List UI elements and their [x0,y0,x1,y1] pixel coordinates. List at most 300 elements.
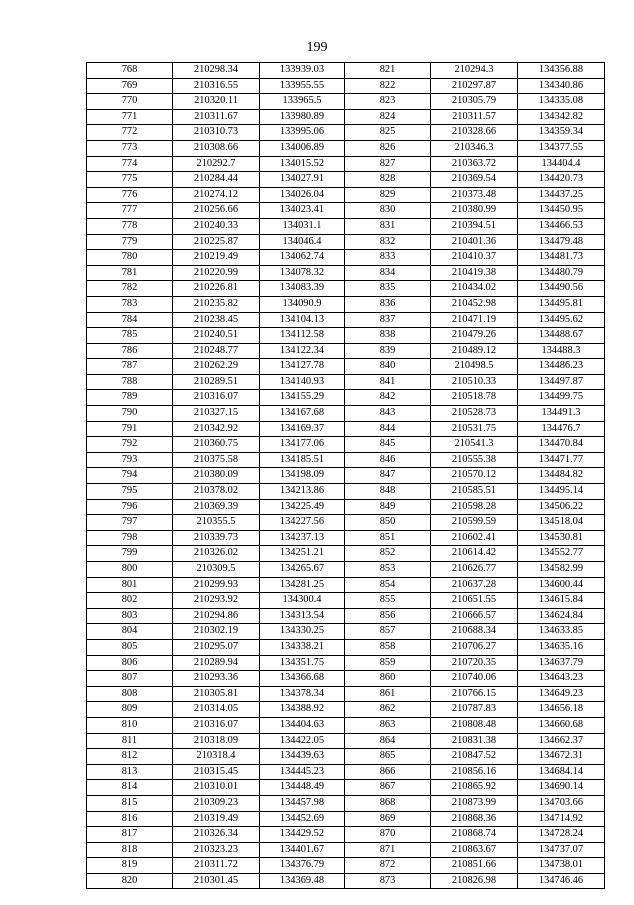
point-number-cell: 796 [87,499,173,515]
y-coordinate-cell: 134401.67 [260,842,345,858]
x-coordinate-cell: 210274.12 [173,187,260,203]
y-coordinate-cell: 134499.75 [518,390,605,406]
x-coordinate-cell: 210489.12 [431,343,518,359]
point-number-cell: 844 [345,421,431,437]
table-row [87,671,605,687]
table-row [87,218,605,234]
point-number-cell: 833 [345,250,431,266]
point-number-cell: 832 [345,234,431,250]
table-row [87,873,605,889]
y-coordinate-cell: 134506.22 [518,499,605,515]
coordinates-table [86,62,605,889]
x-coordinate-cell: 210394.51 [431,218,518,234]
y-coordinate-cell: 133995.06 [260,125,345,141]
y-coordinate-cell: 134342.82 [518,109,605,125]
point-number-cell: 818 [87,842,173,858]
x-coordinate-cell: 210626.77 [431,562,518,578]
x-coordinate-cell: 210238.45 [173,312,260,328]
point-number-cell: 852 [345,546,431,562]
point-number-cell: 777 [87,203,173,219]
y-coordinate-cell: 134404.4 [518,156,605,172]
x-coordinate-cell: 210380.09 [173,468,260,484]
y-coordinate-cell: 134530.81 [518,530,605,546]
x-coordinate-cell: 210309.5 [173,562,260,578]
point-number-cell: 806 [87,655,173,671]
x-coordinate-cell: 210518.78 [431,390,518,406]
y-coordinate-cell: 133965.5 [260,94,345,110]
y-coordinate-cell: 134366.68 [260,671,345,687]
x-coordinate-cell: 210479.26 [431,328,518,344]
point-number-cell: 850 [345,515,431,531]
point-number-cell: 788 [87,374,173,390]
x-coordinate-cell: 210240.51 [173,328,260,344]
y-coordinate-cell: 134486.23 [518,359,605,375]
point-number-cell: 811 [87,733,173,749]
x-coordinate-cell: 210220.99 [173,265,260,281]
point-number-cell: 865 [345,749,431,765]
y-coordinate-cell: 134177.06 [260,437,345,453]
point-number-cell: 857 [345,624,431,640]
table-row [87,125,605,141]
table-row [87,593,605,609]
point-number-cell: 790 [87,406,173,422]
point-number-cell: 870 [345,827,431,843]
y-coordinate-cell: 134582.99 [518,562,605,578]
table-row [87,312,605,328]
y-coordinate-cell: 134378.34 [260,686,345,702]
table-row [87,172,605,188]
point-number-cell: 816 [87,811,173,827]
x-coordinate-cell: 210225.87 [173,234,260,250]
point-number-cell: 807 [87,671,173,687]
x-coordinate-cell: 210316.55 [173,78,260,94]
y-coordinate-cell: 134046.4 [260,234,345,250]
point-number-cell: 797 [87,515,173,531]
y-coordinate-cell: 134448.49 [260,780,345,796]
table-row [87,562,605,578]
y-coordinate-cell: 134728.24 [518,827,605,843]
point-number-cell: 872 [345,858,431,874]
point-number-cell: 783 [87,296,173,312]
point-number-cell: 786 [87,343,173,359]
x-coordinate-cell: 210602.41 [431,530,518,546]
point-number-cell: 822 [345,78,431,94]
point-number-cell: 853 [345,562,431,578]
y-coordinate-cell: 134335.08 [518,94,605,110]
x-coordinate-cell: 210826.98 [431,873,518,889]
point-number-cell: 843 [345,406,431,422]
y-coordinate-cell: 134552.77 [518,546,605,562]
y-coordinate-cell: 134672.31 [518,749,605,765]
x-coordinate-cell: 210531.75 [431,421,518,437]
point-number-cell: 821 [345,63,431,79]
table-row [87,733,605,749]
y-coordinate-cell: 134340.86 [518,78,605,94]
y-coordinate-cell: 134006.89 [260,140,345,156]
y-coordinate-cell: 134445.23 [260,764,345,780]
x-coordinate-cell: 210301.45 [173,873,260,889]
y-coordinate-cell: 134027.91 [260,172,345,188]
x-coordinate-cell: 210299.93 [173,577,260,593]
point-number-cell: 851 [345,530,431,546]
table-row [87,546,605,562]
x-coordinate-cell: 210787.83 [431,702,518,718]
x-coordinate-cell: 210369.54 [431,172,518,188]
y-coordinate-cell: 134376.79 [260,858,345,874]
x-coordinate-cell: 210219.49 [173,250,260,266]
y-coordinate-cell: 134140.93 [260,374,345,390]
table-row [87,530,605,546]
point-number-cell: 817 [87,827,173,843]
x-coordinate-cell: 210314.05 [173,702,260,718]
y-coordinate-cell: 134452.69 [260,811,345,827]
y-coordinate-cell: 134078.32 [260,265,345,281]
point-number-cell: 845 [345,437,431,453]
point-number-cell: 769 [87,78,173,94]
y-coordinate-cell: 134083.39 [260,281,345,297]
table-row [87,250,605,266]
x-coordinate-cell: 210555.38 [431,452,518,468]
x-coordinate-cell: 210256.66 [173,203,260,219]
x-coordinate-cell: 210311.67 [173,109,260,125]
point-number-cell: 849 [345,499,431,515]
point-number-cell: 773 [87,140,173,156]
table-row [87,203,605,219]
point-number-cell: 861 [345,686,431,702]
x-coordinate-cell: 210740.06 [431,671,518,687]
x-coordinate-cell: 210298.34 [173,63,260,79]
point-number-cell: 859 [345,655,431,671]
x-coordinate-cell: 210294.3 [431,63,518,79]
point-number-cell: 830 [345,203,431,219]
y-coordinate-cell: 134338.21 [260,639,345,655]
y-coordinate-cell: 134127.78 [260,359,345,375]
table-row [87,343,605,359]
table-row [87,452,605,468]
y-coordinate-cell: 133939.03 [260,63,345,79]
point-number-cell: 841 [345,374,431,390]
y-coordinate-cell: 134185.51 [260,452,345,468]
y-coordinate-cell: 134714.92 [518,811,605,827]
point-number-cell: 770 [87,94,173,110]
y-coordinate-cell: 134633.85 [518,624,605,640]
x-coordinate-cell: 210328.66 [431,125,518,141]
point-number-cell: 810 [87,717,173,733]
x-coordinate-cell: 210868.74 [431,827,518,843]
x-coordinate-cell: 210720.35 [431,655,518,671]
x-coordinate-cell: 210510.33 [431,374,518,390]
x-coordinate-cell: 210766.15 [431,686,518,702]
x-coordinate-cell: 210706.27 [431,639,518,655]
y-coordinate-cell: 134265.67 [260,562,345,578]
table-row [87,234,605,250]
x-coordinate-cell: 210401.36 [431,234,518,250]
x-coordinate-cell: 210373.48 [431,187,518,203]
table-row [87,780,605,796]
x-coordinate-cell: 210570.12 [431,468,518,484]
table-row [87,795,605,811]
x-coordinate-cell: 210688.34 [431,624,518,640]
table-row [87,655,605,671]
x-coordinate-cell: 210614.42 [431,546,518,562]
y-coordinate-cell: 134737.07 [518,842,605,858]
y-coordinate-cell: 134518.04 [518,515,605,531]
x-coordinate-cell: 210831.38 [431,733,518,749]
point-number-cell: 873 [345,873,431,889]
x-coordinate-cell: 210289.94 [173,655,260,671]
y-coordinate-cell: 134497.87 [518,374,605,390]
point-number-cell: 813 [87,764,173,780]
table-row [87,499,605,515]
y-coordinate-cell: 134251.21 [260,546,345,562]
point-number-cell: 794 [87,468,173,484]
y-coordinate-cell: 134198.09 [260,468,345,484]
x-coordinate-cell: 210637.28 [431,577,518,593]
x-coordinate-cell: 210226.81 [173,281,260,297]
table-row [87,406,605,422]
y-coordinate-cell: 134491.3 [518,406,605,422]
coordinates-table-body [87,63,605,889]
x-coordinate-cell: 210847.52 [431,749,518,765]
x-coordinate-cell: 210360.75 [173,437,260,453]
x-coordinate-cell: 210323.23 [173,842,260,858]
point-number-cell: 784 [87,312,173,328]
y-coordinate-cell: 134471.77 [518,452,605,468]
y-coordinate-cell: 134104.13 [260,312,345,328]
point-number-cell: 847 [345,468,431,484]
y-coordinate-cell: 134422.05 [260,733,345,749]
table-row [87,94,605,110]
y-coordinate-cell: 134031.1 [260,218,345,234]
x-coordinate-cell: 210585.51 [431,484,518,500]
y-coordinate-cell: 134660.68 [518,717,605,733]
y-coordinate-cell: 134479.48 [518,234,605,250]
y-coordinate-cell: 134015.52 [260,156,345,172]
y-coordinate-cell: 134439.63 [260,749,345,765]
table-row [87,484,605,500]
table-row [87,281,605,297]
x-coordinate-cell: 210305.81 [173,686,260,702]
x-coordinate-cell: 210315.45 [173,764,260,780]
x-coordinate-cell: 210528.73 [431,406,518,422]
x-coordinate-cell: 210434.02 [431,281,518,297]
page-number: 199 [306,40,328,55]
table-row [87,468,605,484]
y-coordinate-cell: 134615.84 [518,593,605,609]
y-coordinate-cell: 134649.23 [518,686,605,702]
x-coordinate-cell: 210808.48 [431,717,518,733]
x-coordinate-cell: 210293.36 [173,671,260,687]
point-number-cell: 812 [87,749,173,765]
y-coordinate-cell: 133980.89 [260,109,345,125]
y-coordinate-cell: 134155.29 [260,390,345,406]
table-row [87,577,605,593]
x-coordinate-cell: 210293.92 [173,593,260,609]
point-number-cell: 768 [87,63,173,79]
y-coordinate-cell: 133955.55 [260,78,345,94]
point-number-cell: 831 [345,218,431,234]
y-coordinate-cell: 134213.86 [260,484,345,500]
y-coordinate-cell: 134690.14 [518,780,605,796]
x-coordinate-cell: 210541.3 [431,437,518,453]
point-number-cell: 772 [87,125,173,141]
table-row [87,140,605,156]
table-row [87,515,605,531]
x-coordinate-cell: 210378.02 [173,484,260,500]
point-number-cell: 802 [87,593,173,609]
y-coordinate-cell: 134429.52 [260,827,345,843]
y-coordinate-cell: 134227.56 [260,515,345,531]
point-number-cell: 781 [87,265,173,281]
x-coordinate-cell: 210346.3 [431,140,518,156]
x-coordinate-cell: 210262.29 [173,359,260,375]
point-number-cell: 864 [345,733,431,749]
point-number-cell: 838 [345,328,431,344]
point-number-cell: 809 [87,702,173,718]
point-number-cell: 862 [345,702,431,718]
x-coordinate-cell: 210240.33 [173,218,260,234]
point-number-cell: 800 [87,562,173,578]
x-coordinate-cell: 210311.57 [431,109,518,125]
y-coordinate-cell: 134313.54 [260,608,345,624]
point-number-cell: 826 [345,140,431,156]
x-coordinate-cell: 210292.7 [173,156,260,172]
x-coordinate-cell: 210326.02 [173,546,260,562]
x-coordinate-cell: 210471.19 [431,312,518,328]
x-coordinate-cell: 210851.66 [431,858,518,874]
x-coordinate-cell: 210235.82 [173,296,260,312]
x-coordinate-cell: 210598.28 [431,499,518,515]
y-coordinate-cell: 134090.9 [260,296,345,312]
y-coordinate-cell: 134356.88 [518,63,605,79]
point-number-cell: 835 [345,281,431,297]
point-number-cell: 803 [87,608,173,624]
y-coordinate-cell: 134112.58 [260,328,345,344]
y-coordinate-cell: 134637.79 [518,655,605,671]
x-coordinate-cell: 210863.67 [431,842,518,858]
point-number-cell: 827 [345,156,431,172]
y-coordinate-cell: 134481.73 [518,250,605,266]
table-row [87,608,605,624]
x-coordinate-cell: 210316.07 [173,717,260,733]
x-coordinate-cell: 210305.79 [431,94,518,110]
y-coordinate-cell: 134237.13 [260,530,345,546]
y-coordinate-cell: 134281.25 [260,577,345,593]
x-coordinate-cell: 210651.55 [431,593,518,609]
y-coordinate-cell: 134457.98 [260,795,345,811]
table-row [87,858,605,874]
y-coordinate-cell: 134026.04 [260,187,345,203]
x-coordinate-cell: 210339.73 [173,530,260,546]
y-coordinate-cell: 134420.73 [518,172,605,188]
x-coordinate-cell: 210865.92 [431,780,518,796]
x-coordinate-cell: 210856.16 [431,764,518,780]
point-number-cell: 856 [345,608,431,624]
point-number-cell: 787 [87,359,173,375]
point-number-cell: 805 [87,639,173,655]
x-coordinate-cell: 210310.01 [173,780,260,796]
x-coordinate-cell: 210319.49 [173,811,260,827]
x-coordinate-cell: 210363.72 [431,156,518,172]
table-row [87,390,605,406]
table-row [87,187,605,203]
point-number-cell: 814 [87,780,173,796]
point-number-cell: 854 [345,577,431,593]
point-number-cell: 774 [87,156,173,172]
point-number-cell: 834 [345,265,431,281]
x-coordinate-cell: 210295.07 [173,639,260,655]
point-number-cell: 866 [345,764,431,780]
point-number-cell: 823 [345,94,431,110]
y-coordinate-cell: 134122.34 [260,343,345,359]
x-coordinate-cell: 210248.77 [173,343,260,359]
y-coordinate-cell: 134062.74 [260,250,345,266]
point-number-cell: 771 [87,109,173,125]
point-number-cell: 775 [87,172,173,188]
y-coordinate-cell: 134225.49 [260,499,345,515]
y-coordinate-cell: 134643.23 [518,671,605,687]
point-number-cell: 863 [345,717,431,733]
x-coordinate-cell: 210326.34 [173,827,260,843]
point-number-cell: 868 [345,795,431,811]
x-coordinate-cell: 210284.44 [173,172,260,188]
point-number-cell: 860 [345,671,431,687]
table-row [87,63,605,79]
point-number-cell: 846 [345,452,431,468]
point-number-cell: 824 [345,109,431,125]
y-coordinate-cell: 134023.41 [260,203,345,219]
point-number-cell: 799 [87,546,173,562]
table-row [87,296,605,312]
y-coordinate-cell: 134484.82 [518,468,605,484]
y-coordinate-cell: 134167.68 [260,406,345,422]
point-number-cell: 819 [87,858,173,874]
x-coordinate-cell: 210294.86 [173,608,260,624]
table-row [87,624,605,640]
x-coordinate-cell: 210498.5 [431,359,518,375]
point-number-cell: 789 [87,390,173,406]
x-coordinate-cell: 210369.39 [173,499,260,515]
table-row [87,827,605,843]
x-coordinate-cell: 210318.09 [173,733,260,749]
point-number-cell: 828 [345,172,431,188]
x-coordinate-cell: 210452.98 [431,296,518,312]
y-coordinate-cell: 134480.79 [518,265,605,281]
table-row [87,717,605,733]
point-number-cell: 848 [345,484,431,500]
x-coordinate-cell: 210308.66 [173,140,260,156]
x-coordinate-cell: 210410.37 [431,250,518,266]
point-number-cell: 815 [87,795,173,811]
point-number-cell: 792 [87,437,173,453]
x-coordinate-cell: 210311.72 [173,858,260,874]
y-coordinate-cell: 134466.53 [518,218,605,234]
point-number-cell: 836 [345,296,431,312]
table-row [87,437,605,453]
x-coordinate-cell: 210289.51 [173,374,260,390]
y-coordinate-cell: 134404.63 [260,717,345,733]
x-coordinate-cell: 210868.36 [431,811,518,827]
y-coordinate-cell: 134738.01 [518,858,605,874]
y-coordinate-cell: 134470.84 [518,437,605,453]
y-coordinate-cell: 134437.25 [518,187,605,203]
y-coordinate-cell: 134369.48 [260,873,345,889]
table-row [87,265,605,281]
x-coordinate-cell: 210309.23 [173,795,260,811]
x-coordinate-cell: 210342.92 [173,421,260,437]
y-coordinate-cell: 134488.3 [518,343,605,359]
table-row [87,78,605,94]
